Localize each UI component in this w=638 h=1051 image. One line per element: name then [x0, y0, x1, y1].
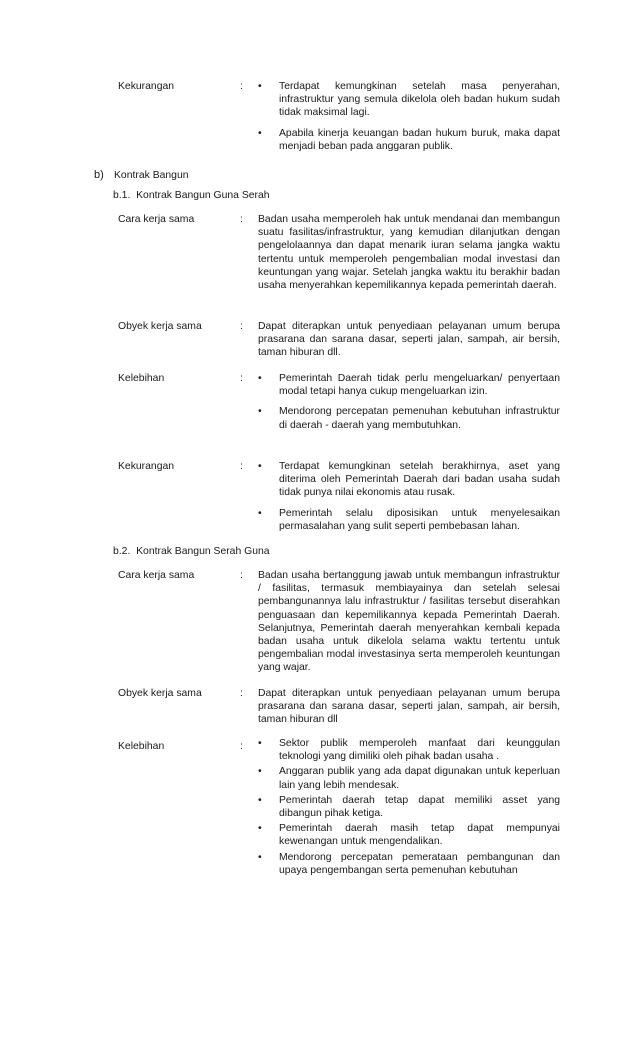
b1-kekurangan-label: Kekurangan — [118, 461, 175, 472]
list-item: • Mendorong percepatan pemenuhan kebutuhan infrastruktur di daerah - daerah yang membutuhkan. — [258, 406, 560, 431]
a-kekurangan-list — [258, 80, 560, 160]
bullet-icon: • — [258, 81, 262, 92]
b1-obyek-text: Dapat diterapkan untuk penyediaan pelayanan umum berupa prasarana dan sarana dasar, seperti jalan, sampah, air bersih, taman hiburan dll. — [258, 321, 560, 359]
b2-kelebihan-label: Kelebihan — [118, 741, 165, 752]
list-item: • Terdapat kemungkinan setelah masa penyerahan, infrastruktur yang semula dikelola oleh badan hukum sudah tidak maksimal lagi. — [258, 81, 560, 119]
list-item: • Sektor publik memperoleh manfaat dari keunggulan teknologi yang dimiliki oleh pihak badan usaha . — [258, 738, 560, 763]
bullet-icon: • — [258, 127, 262, 139]
list-item: • Pemerintah daerah tetap dapat memiliki asset yang dibangun pihak ketiga. — [258, 794, 560, 820]
b2-cara-label: Cara kerja sama — [118, 570, 195, 581]
b2-obyek-colon: : — [240, 688, 243, 699]
section-b-heading — [94, 169, 189, 182]
b1-cara-colon: : — [240, 214, 243, 225]
list-item: • Mendorong percepatan pemerataan pembangunan dan upaya pengembangan serta pemenuhan kebutuhan — [258, 851, 560, 876]
b1-kelebihan-label: Kelebihan — [118, 373, 165, 384]
bullet-icon: • — [258, 507, 262, 519]
bullet-icon: • — [258, 738, 262, 749]
b1-obyek-colon: : — [240, 321, 243, 332]
b1-cara-text: Badan usaha memperoleh hak untuk mendanai dan membangun suatu fasilitas/infrastruktur, yang kemudian dilanjutkan dengan pengelolaannya dan dapat menarik iuran selama jangka waktu tertentu untuk memperoleh pengembalian modal investasi dan keuntungan yang wajar. Setelah jangka waktu itu berakhir badan usaha menyerahkan kepemilikannya kepada pemerintah daerah. — [258, 214, 560, 292]
b2-obyek-text: Dapat diterapkan untuk penyediaan pelayanan umum berupa prasarana dan sarana dasar, seperti jalan, sampah, air bersih, taman hiburan dll — [258, 688, 560, 726]
b1-cara-label: Cara kerja sama — [118, 214, 195, 225]
list-item: • Pemerintah Daerah tidak perlu mengeluarkan/ penyertaan modal tetapi hanya cukup mengeluarkan izin. — [258, 373, 560, 398]
list-item: • Terdapat kemungkinan setelah berakhirnya, aset yang diterima oleh Pemerintah Daerah dari badan usaha sudah tidak punya nilai ekonomis atau rusak. — [258, 461, 560, 499]
list-item: • Apabila kinerja keuangan badan hukum buruk, maka dapat menjadi beban pada anggaran publik. — [258, 127, 560, 152]
b2-cara-text: Badan usaha bertanggung jawab untuk membangun infrastruktur / fasilitas, termasuk membiayainya dan setelah selesai pembangunannya lalu infrastruktur / fasilitas tersebut diserahkan penguasaan dan kepemilikannya kepada Pemerintah Daerah. Selanjutnya, Pemerintah daerah menyerahkan kembali kepada badan usaha untuk dikelola selama waktu tertentu untuk pengembalian modal investasinya serta memperoleh keuntungan yang wajar. — [258, 570, 560, 674]
b1-kelebihan-colon: : — [240, 373, 243, 384]
bullet-icon: • — [258, 461, 262, 472]
b2-kelebihan-list — [258, 737, 560, 879]
b2-obyek-label: Obyek kerja sama — [118, 688, 202, 699]
bullet-icon: • — [258, 373, 262, 384]
section-b-title: Kontrak Bangun — [114, 170, 189, 181]
b1-kekurangan-colon: : — [240, 461, 243, 472]
b1-kekurangan-list — [258, 460, 560, 540]
list-item: • Pemerintah selalu diposisikan untuk menyelesaikan permasalahan yang sulit seperti pembebasan lahan. — [258, 507, 560, 532]
a-kekurangan-label: Kekurangan — [118, 81, 175, 92]
list-item: • Pemerintah daerah masih tetap dapat mempunyai kewenangan untuk mengendalikan. — [258, 823, 560, 848]
bullet-icon: • — [258, 766, 262, 778]
b1-obyek-label: Obyek kerja sama — [118, 321, 202, 332]
b2-heading: b.2. Kontrak Bangun Serah Guna — [113, 546, 270, 557]
b1-heading: b.1. Kontrak Bangun Guna Serah — [113, 190, 270, 201]
a-kekurangan-colon: : — [240, 81, 243, 92]
bullet-icon: • — [258, 406, 262, 418]
b2-cara-colon: : — [240, 570, 243, 581]
bullet-icon: • — [258, 851, 262, 863]
bullet-icon: • — [258, 823, 262, 835]
section-b-marker: b) — [94, 169, 104, 181]
list-item: • Anggaran publik yang ada dapat digunakan untuk keperluan lain yang lebih mendesak. — [258, 766, 560, 791]
b2-kelebihan-colon: : — [240, 741, 243, 752]
bullet-icon: • — [258, 794, 262, 806]
b1-kelebihan-list — [258, 372, 560, 439]
